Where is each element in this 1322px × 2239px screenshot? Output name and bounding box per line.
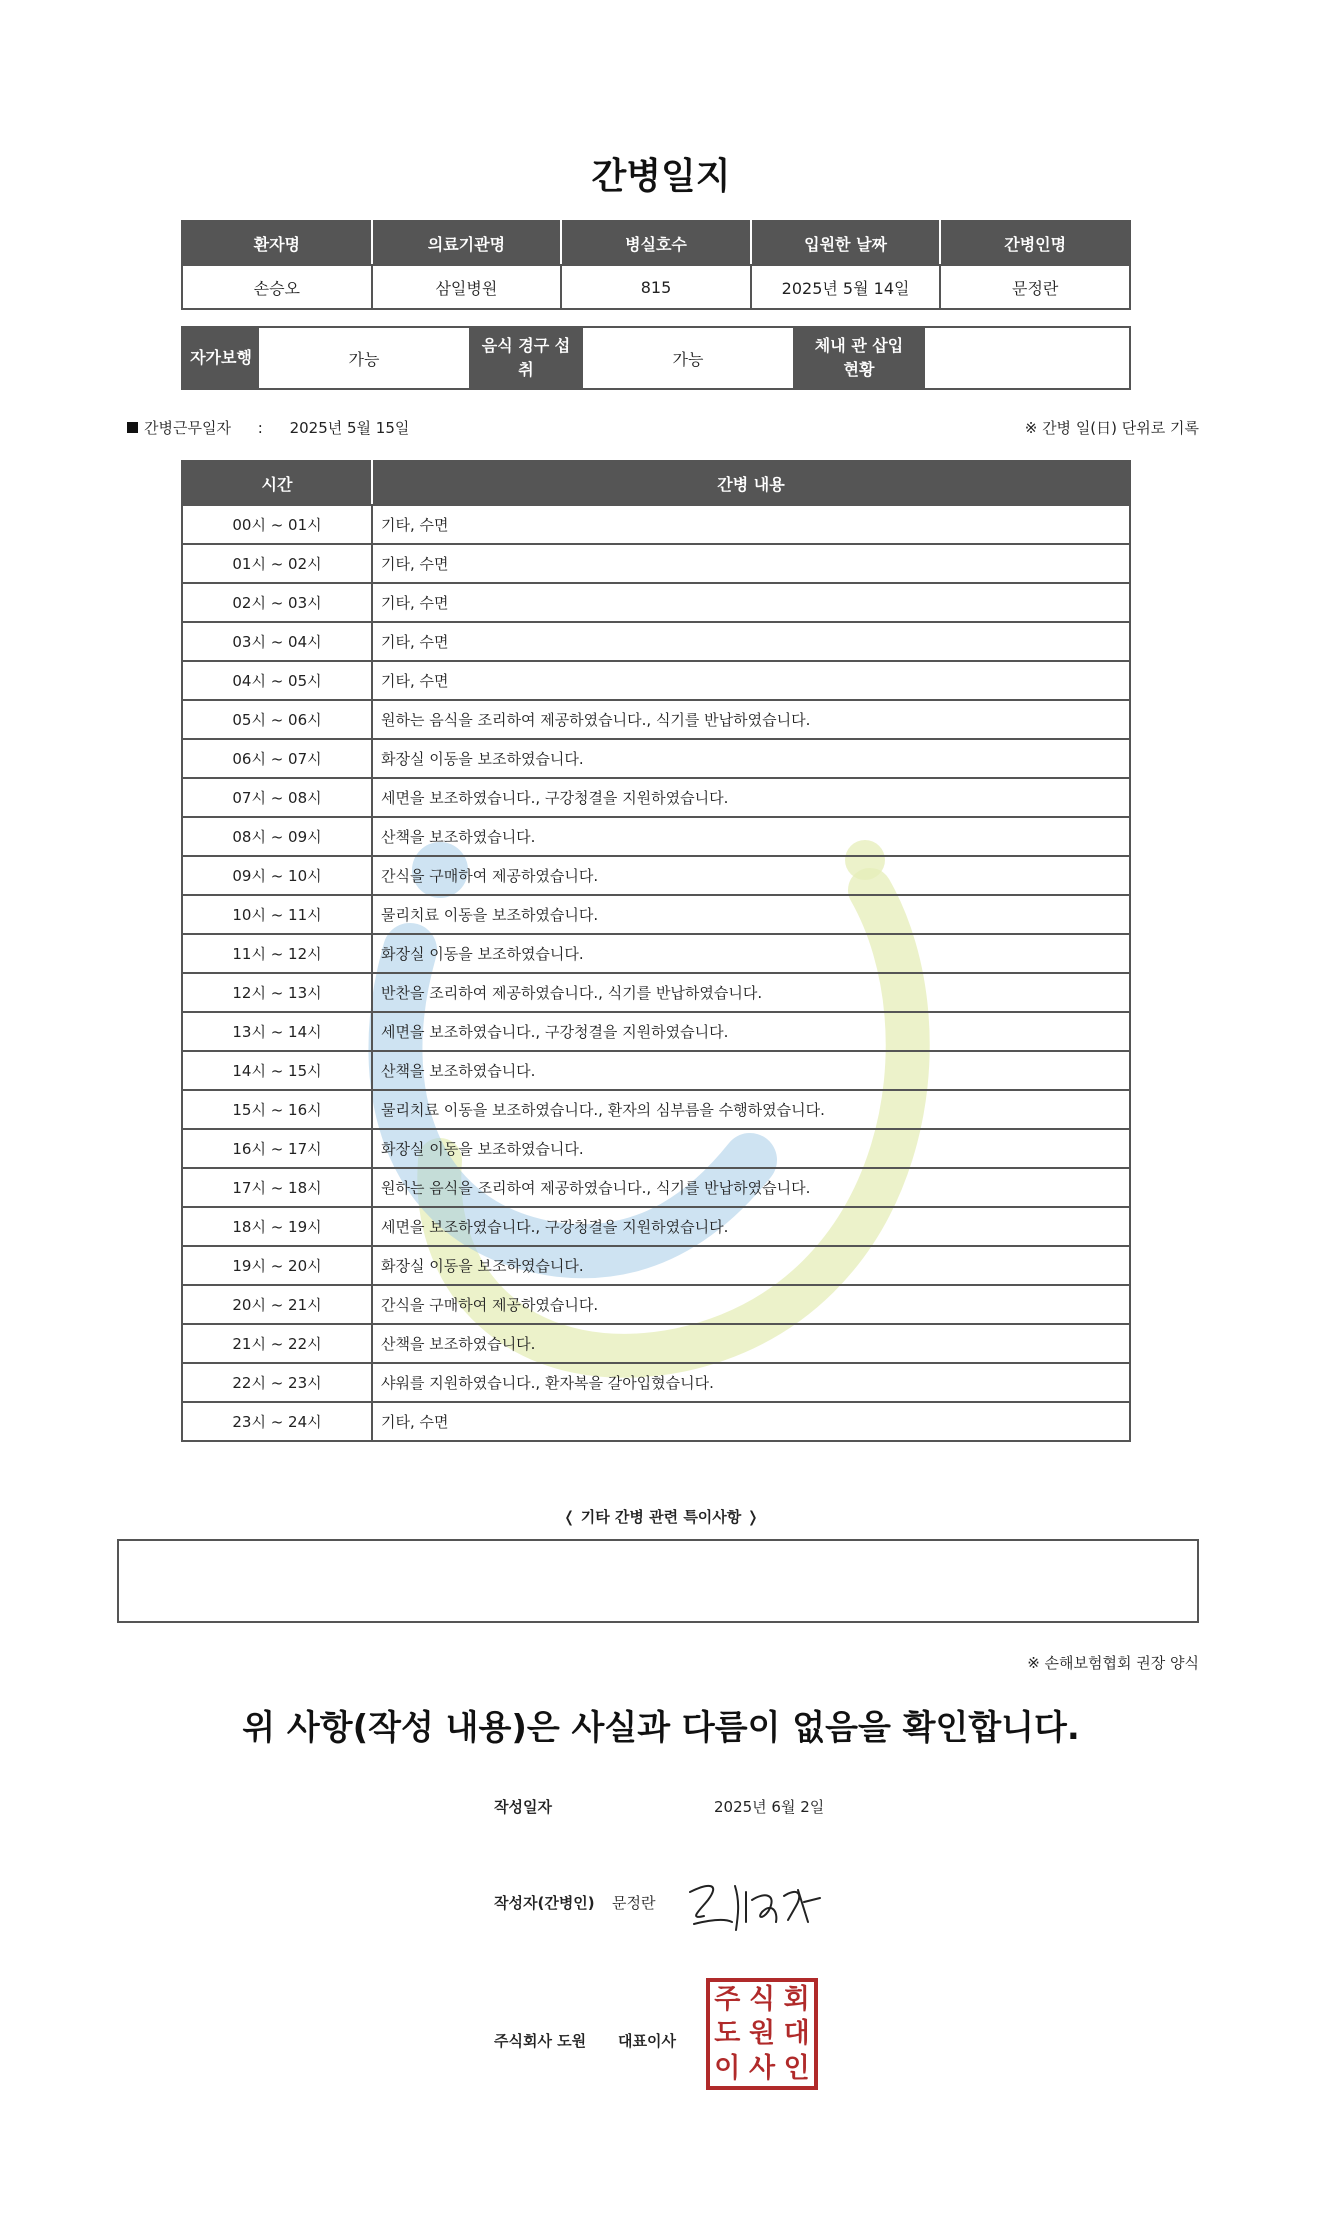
log-row: [182, 700, 1130, 739]
log-row: [182, 661, 1130, 700]
log-time: 22시 ~ 23시: [182, 1363, 372, 1402]
writer-label: 작성자(간병인): [494, 1894, 595, 1912]
log-content: 세면을 보조하였습니다., 구강청결을 지원하였습니다.: [372, 1207, 1130, 1246]
log-row: [182, 895, 1130, 934]
log-row: [182, 583, 1130, 622]
care-log-header-row: [182, 461, 1130, 505]
square-bullet-icon: [127, 422, 138, 433]
log-time: 20시 ~ 21시: [182, 1285, 372, 1324]
header-room: 병실호수: [561, 221, 751, 265]
log-row: [182, 1168, 1130, 1207]
log-time: 11시 ~ 12시: [182, 934, 372, 973]
writer-name: 문정란: [612, 1894, 656, 1912]
log-row: [182, 1129, 1130, 1168]
log-time: 15시 ~ 16시: [182, 1090, 372, 1129]
company-label: 주식회사 도원: [494, 2032, 587, 2050]
log-content: 기타, 수면: [372, 544, 1130, 583]
care-log-table: [181, 460, 1131, 1442]
log-row: [182, 1090, 1130, 1129]
log-content: 산책을 보조하였습니다.: [372, 1051, 1130, 1090]
log-content: 화장실 이동을 보조하였습니다.: [372, 934, 1130, 973]
log-time: 03시 ~ 04시: [182, 622, 372, 661]
log-content: 간식을 구매하여 제공하였습니다.: [372, 856, 1130, 895]
log-content: 산책을 보조하였습니다.: [372, 1324, 1130, 1363]
room-number: 815: [561, 265, 751, 309]
company-seal: 주 식 회 도 원 대 이 사 인: [706, 1978, 818, 2090]
hospital-name: 삼일병원: [372, 265, 562, 309]
admission-date: 2025년 5월 14일: [751, 265, 941, 309]
work-date-value: 2025년 5월 15일: [289, 419, 410, 437]
header-hospital: 의료기관명: [372, 221, 562, 265]
log-row: [182, 1324, 1130, 1363]
work-date-label: 간병근무일자: [144, 419, 231, 437]
log-content: 원하는 음식을 조리하여 제공하였습니다., 식기를 반납하였습니다.: [372, 1168, 1130, 1207]
log-time: 06시 ~ 07시: [182, 739, 372, 778]
patient-name: 손승오: [182, 265, 372, 309]
log-time: 00시 ~ 01시: [182, 505, 372, 544]
log-content: 물리치료 이동을 보조하였습니다., 환자의 심부름을 수행하였습니다.: [372, 1090, 1130, 1129]
log-row: [182, 505, 1130, 544]
tube-label: 체내 관 삽입 현황: [793, 328, 925, 388]
log-row: [182, 1402, 1130, 1441]
log-row: [182, 622, 1130, 661]
document-title: 간병일지: [591, 156, 731, 197]
log-content: 기타, 수면: [372, 505, 1130, 544]
care-log-body: [182, 505, 1130, 1441]
self-walk-value: 가능: [348, 349, 380, 369]
log-row: [182, 1207, 1130, 1246]
log-row: [182, 544, 1130, 583]
header-admission-date: 입원한 날짜: [751, 221, 941, 265]
log-time: 05시 ~ 06시: [182, 700, 372, 739]
handwritten-signature: [680, 1872, 830, 1942]
log-time: 16시 ~ 17시: [182, 1129, 372, 1168]
log-time: 17시 ~ 18시: [182, 1168, 372, 1207]
oral-intake-value: 가능: [672, 349, 704, 369]
date-value: 2025년 6월 2일: [714, 1798, 825, 1816]
remarks-title: ❬ 기타 간병 관련 특이사항 ❭: [562, 1508, 760, 1526]
log-time: 08시 ~ 09시: [182, 817, 372, 856]
log-content: 기타, 수면: [372, 583, 1130, 622]
self-walk-label: 자가보행: [183, 328, 259, 388]
log-content: 원하는 음식을 조리하여 제공하였습니다., 식기를 반납하였습니다.: [372, 700, 1130, 739]
patient-info-header-row: [182, 221, 1130, 265]
patient-info-table: [181, 220, 1131, 310]
log-time: 19시 ~ 20시: [182, 1246, 372, 1285]
log-time: 10시 ~ 11시: [182, 895, 372, 934]
log-row: [182, 817, 1130, 856]
log-row: [182, 739, 1130, 778]
log-time: 13시 ~ 14시: [182, 1012, 372, 1051]
patient-status-row: [181, 326, 1131, 390]
log-row: [182, 934, 1130, 973]
log-content: 물리치료 이동을 보조하였습니다.: [372, 895, 1130, 934]
caregiver-name: 문정란: [940, 265, 1130, 309]
log-time: 23시 ~ 24시: [182, 1402, 372, 1441]
oral-intake-label: 음식 경구 섭취: [469, 328, 583, 388]
log-content: 세면을 보조하였습니다., 구강청결을 지원하였습니다.: [372, 1012, 1130, 1051]
unit-note: ※ 간병 일(日) 단위로 기록: [1024, 419, 1199, 437]
header-caregiver: 간병인명: [940, 221, 1130, 265]
remarks-box: [117, 1539, 1199, 1623]
log-row: [182, 1285, 1130, 1324]
work-date-row: [127, 417, 409, 438]
log-row: [182, 1363, 1130, 1402]
log-content: 반찬을 조리하여 제공하였습니다., 식기를 반납하였습니다.: [372, 973, 1130, 1012]
patient-info-value-row: [182, 265, 1130, 309]
tube-value: [925, 328, 1129, 388]
log-time: 09시 ~ 10시: [182, 856, 372, 895]
log-time: 07시 ~ 08시: [182, 778, 372, 817]
log-content: 화장실 이동을 보조하였습니다.: [372, 739, 1130, 778]
ceo-label: 대표이사: [618, 2032, 676, 2050]
log-content: 기타, 수면: [372, 622, 1130, 661]
log-time: 14시 ~ 15시: [182, 1051, 372, 1090]
log-time: 04시 ~ 05시: [182, 661, 372, 700]
header-time: 시간: [182, 461, 372, 505]
log-row: [182, 856, 1130, 895]
log-row: [182, 778, 1130, 817]
form-note: ※ 손해보험협회 권장 양식: [1027, 1654, 1199, 1672]
log-content: 간식을 구매하여 제공하였습니다.: [372, 1285, 1130, 1324]
header-content: 간병 내용: [372, 461, 1130, 505]
log-content: 세면을 보조하였습니다., 구강청결을 지원하였습니다.: [372, 778, 1130, 817]
log-time: 21시 ~ 22시: [182, 1324, 372, 1363]
log-content: 화장실 이동을 보조하였습니다.: [372, 1246, 1130, 1285]
log-row: [182, 973, 1130, 1012]
date-label: 작성일자: [494, 1798, 552, 1816]
log-content: 기타, 수면: [372, 1402, 1130, 1441]
work-date-colon: :: [257, 419, 263, 437]
log-time: 01시 ~ 02시: [182, 544, 372, 583]
log-content: 샤워를 지원하였습니다., 환자복을 갈아입혔습니다.: [372, 1363, 1130, 1402]
log-row: [182, 1051, 1130, 1090]
log-row: [182, 1012, 1130, 1051]
log-time: 18시 ~ 19시: [182, 1207, 372, 1246]
log-row: [182, 1246, 1130, 1285]
log-content: 기타, 수면: [372, 661, 1130, 700]
log-time: 12시 ~ 13시: [182, 973, 372, 1012]
log-content: 화장실 이동을 보조하였습니다.: [372, 1129, 1130, 1168]
log-content: 산책을 보조하였습니다.: [372, 817, 1130, 856]
remarks-content: [119, 1541, 1197, 1561]
confirmation-statement: 위 사항(작성 내용)은 사실과 다름이 없음을 확인합니다.: [242, 1708, 1080, 1748]
log-time: 02시 ~ 03시: [182, 583, 372, 622]
header-patient-name: 환자명: [182, 221, 372, 265]
